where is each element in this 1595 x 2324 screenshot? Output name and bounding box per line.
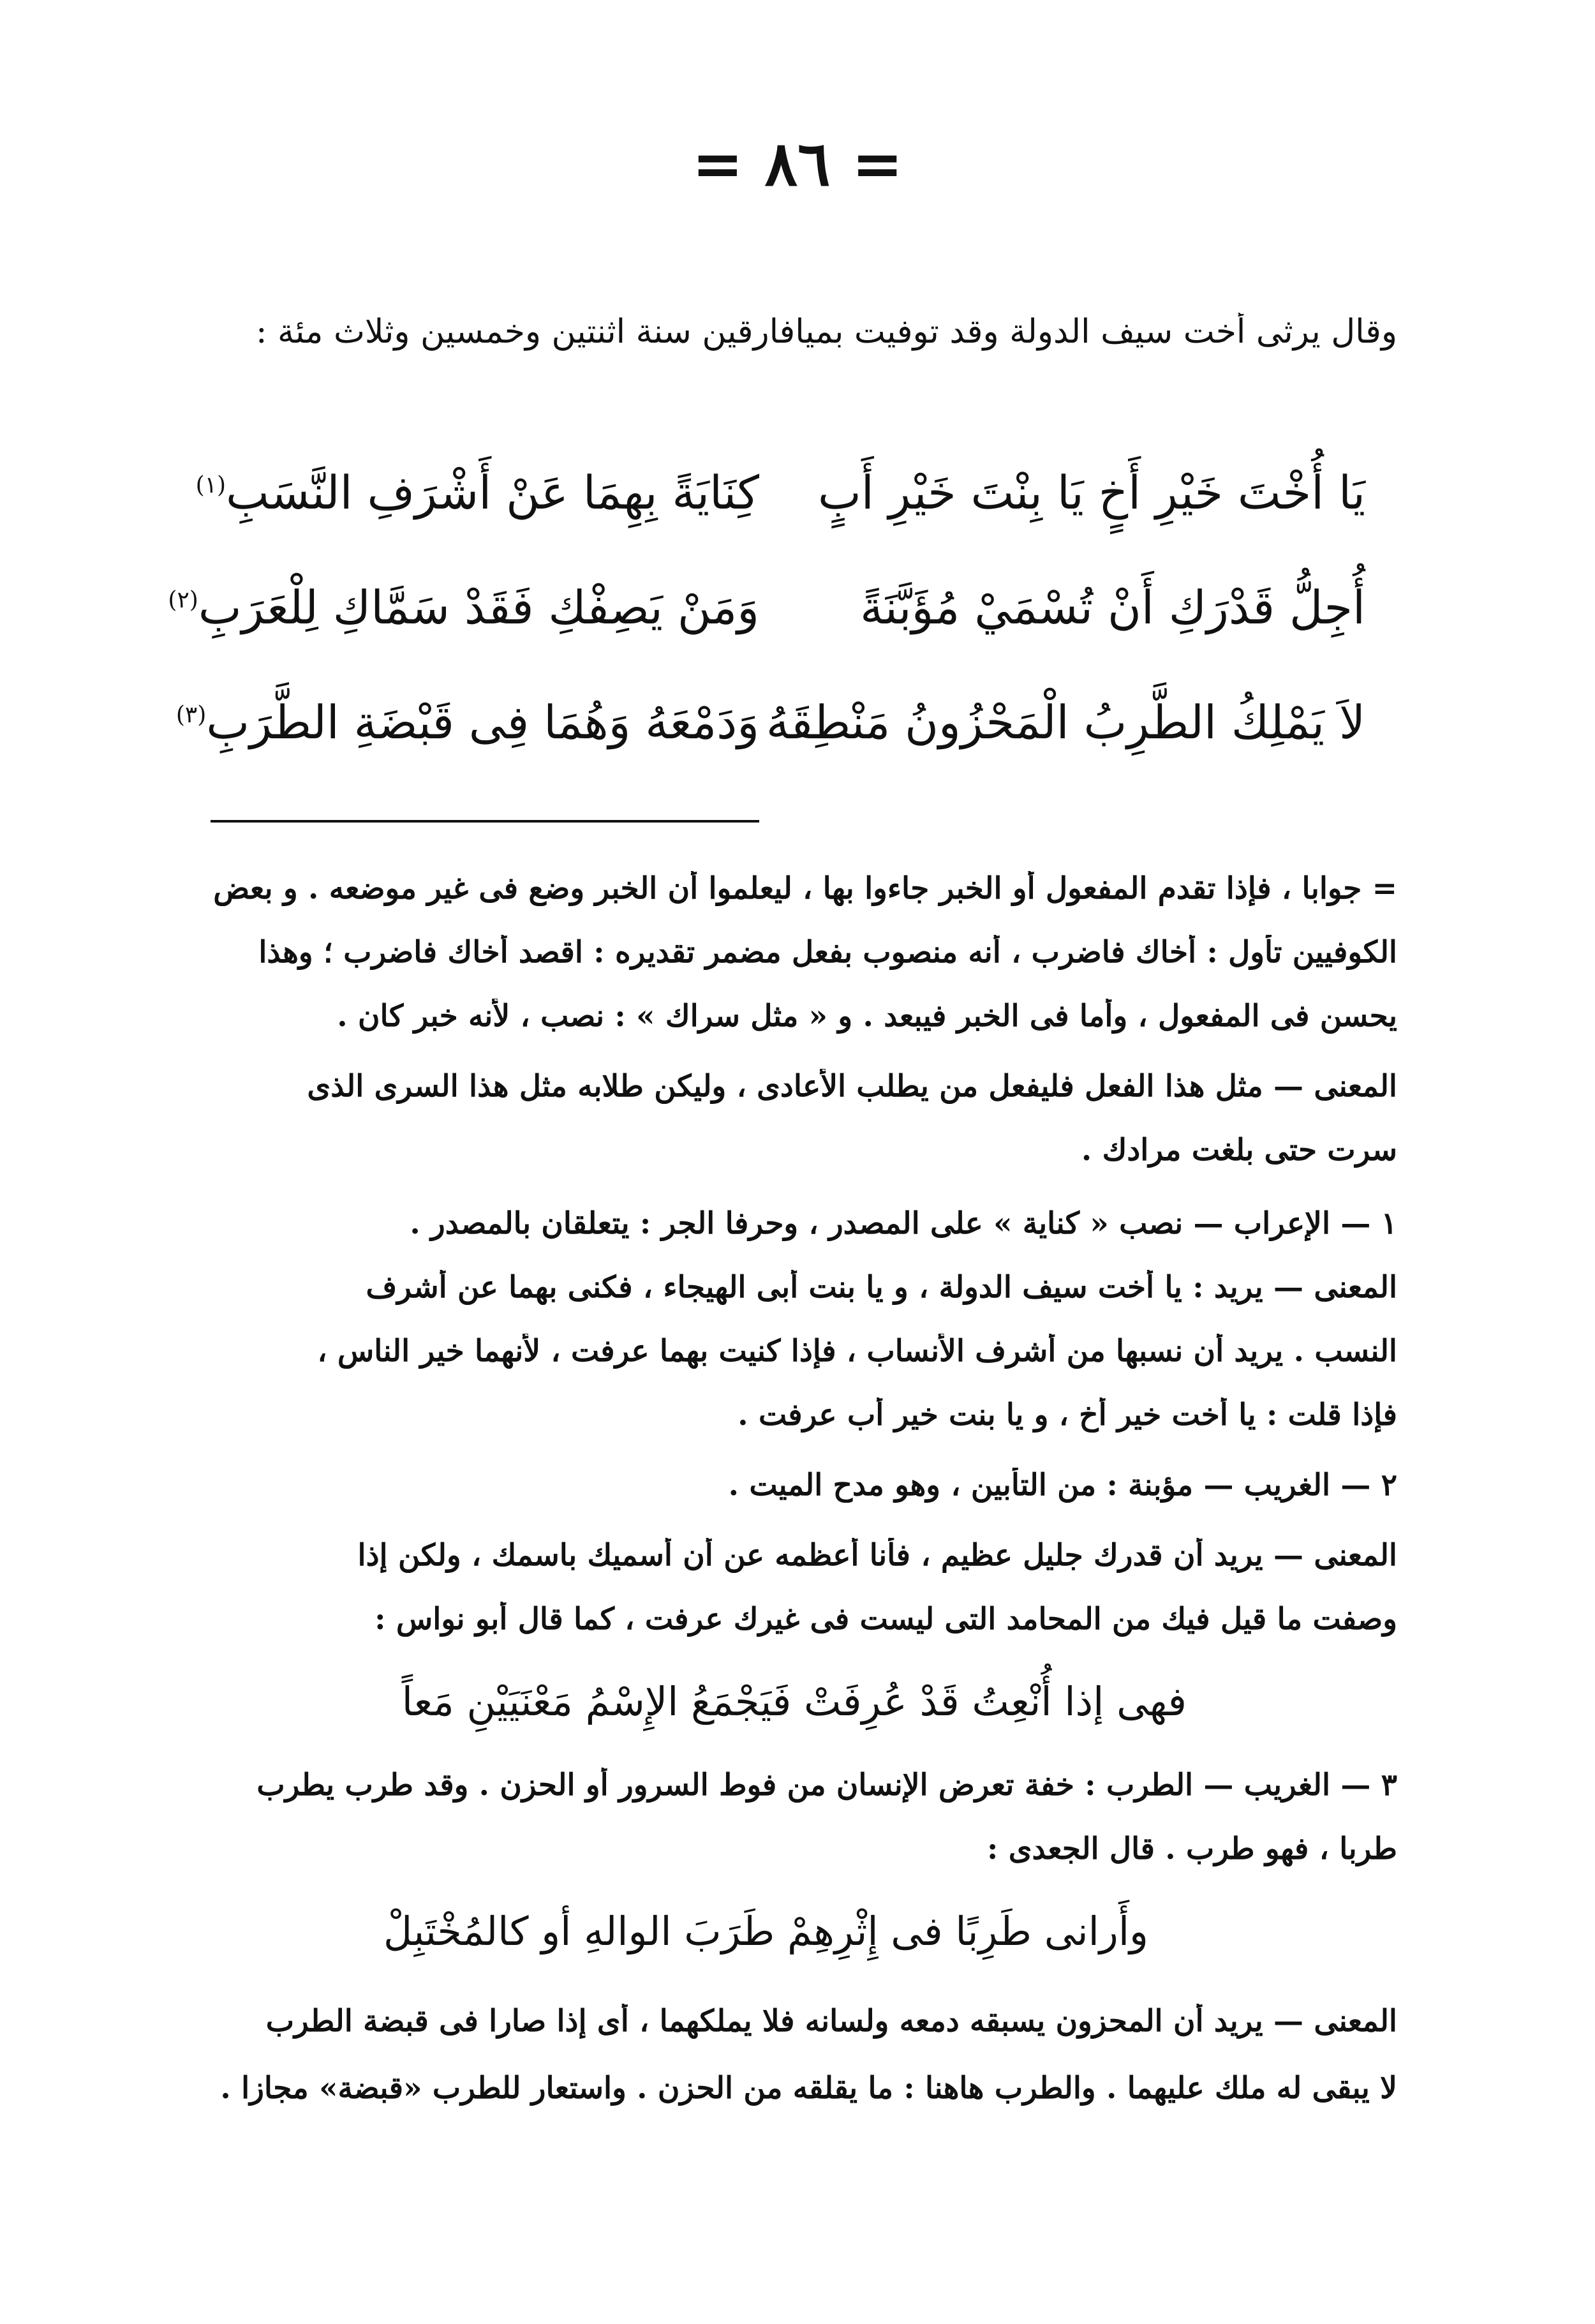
footnote-line: ٢ — الغريب — مؤبنة : من التأبين ، وهو مدح الميت . [728,1468,1397,1503]
quoted-verse: وأَرانى طَرِبًا فى إِثْرِهِمْ طَرَبَ الوالهِ أو كالمُخْتَبِلْ [383,1908,1148,1955]
verse-2-first-hemistich: أُجِلُّ قَدْرَكِ أَنْ تُسْمَيْ مُؤَبَّنَةً [860,581,1365,634]
footnote-line: النسب . يريد أن نسبها من أشرف الأنساب ، فإذا كنيت بهما عرفت ، لأنهما خير الناس ، [317,1334,1397,1369]
footnote-line: المعنى — يريد : يا أخت سيف الدولة ، و يا بنت أبى الهيجاء ، فكنى بهما عن أشرف [366,1270,1397,1305]
footnote-line: الكوفيين تأول : أخاك فاضرب ، أنه منصوب بفعل مضمر تقديره : اقصد أخاك فاضرب ؛ وهذا [258,935,1397,970]
verse-3-first-hemistich: لاَ يَمْلِكُ الطَّرِبُ الْمَحْزُونُ مَنْطِقَهُ [766,696,1365,749]
quoted-verse: فهى إذا أُنْعِتُ قَدْ عُرِفَتْ فَيَجْمَعُ الإِسْمُ مَعْنَيَيْنِ مَعاً [401,1678,1187,1725]
verse-1-second-hemistich: كِنَايَةً بِهِمَا عَنْ أَشْرَفِ النَّسَبِ$^{(١)}$ [195,466,759,519]
verse-1-note: (١) [195,472,226,498]
footnote-line: ١ — الإعراب — نصب « كناية » على المصدر ، وحرفا الجر : يتعلقان بالمصدر . [410,1206,1397,1241]
footnote-line: وصفت ما قيل فيك من المحامد التى ليست فى غيرك عرفت ، كما قال أبو نواس : [375,1602,1397,1637]
page-number: = ٨٦ = [692,128,903,200]
verse-1-first-hemistich: يَا أُخْتَ خَيْرِ أَخٍ يَا بِنْتَ خَيْرِ أَبٍ [817,466,1365,519]
intro-line: وقال يرثى أخت سيف الدولة وقد توفيت بميافارقين سنة اثنتين وخمسين وثلاث مئة : [255,313,1397,351]
footnote-line: المعنى — يريد أن المحزون يسبقه دمعه ولسانه فلا يملكهما ، أى إذا صارا فى قبضة الطرب [265,2004,1397,2039]
footnote-line: المعنى — مثل هذا الفعل فليفعل من يطلب الأعادى ، وليكن طلابه مثل هذا السرى الذى [307,1069,1397,1104]
footnote-line: فإذا قلت : يا أخت خير أخ ، و يا بنت خير أب عرفت . [738,1397,1397,1433]
footnote-line: طربا ، فهو طرب . قال الجعدى : [987,1831,1397,1866]
footnote-line: سرت حتى بلغت مرادك . [1081,1133,1397,1168]
verse-3-second-hemistich: وَدَمْعَهُ وَهُمَا فِى قَبْضَةِ الطَّرَبِ$^{(٣)}$ [175,696,759,749]
verse-3-note: (٣) [175,702,207,728]
footnote-line: ٣ — الغريب — الطرب : خفة تعرض الإنسان من فوط السرور أو الحزن . وقد طرب يطرب [256,1768,1397,1803]
footnote-line: المعنى — يريد أن قدرك جليل عظيم ، فأنا أعظمه عن أن أسميك باسمك ، ولكن إذا [357,1538,1397,1573]
verse-2-note: (٢) [168,587,198,613]
verse-2-second-hemistich: وَمَنْ يَصِفْكِ فَقَدْ سَمَّاكِ لِلْعَرَبِ$^{(٢)}$ [168,581,759,634]
footnote-line: لا يبقى له ملك عليهما . والطرب هاهنا : ما يقلقه من الحزن . واستعار للطرب «قبضة» مجازا . [220,2071,1397,2106]
footnote-line: يحسن فى المفعول ، وأما فى الخبر فيبعد . و « مثل سراك » : نصب ، لأنه خبر كان . [337,999,1397,1034]
footnote-line: = جوابا ، فإذا تقدم المفعول أو الخبر جاءوا بها ، ليعلموا أن الخبر وضع فى غير موضعه . و بعض [213,871,1397,906]
footnote-separator [211,820,759,823]
